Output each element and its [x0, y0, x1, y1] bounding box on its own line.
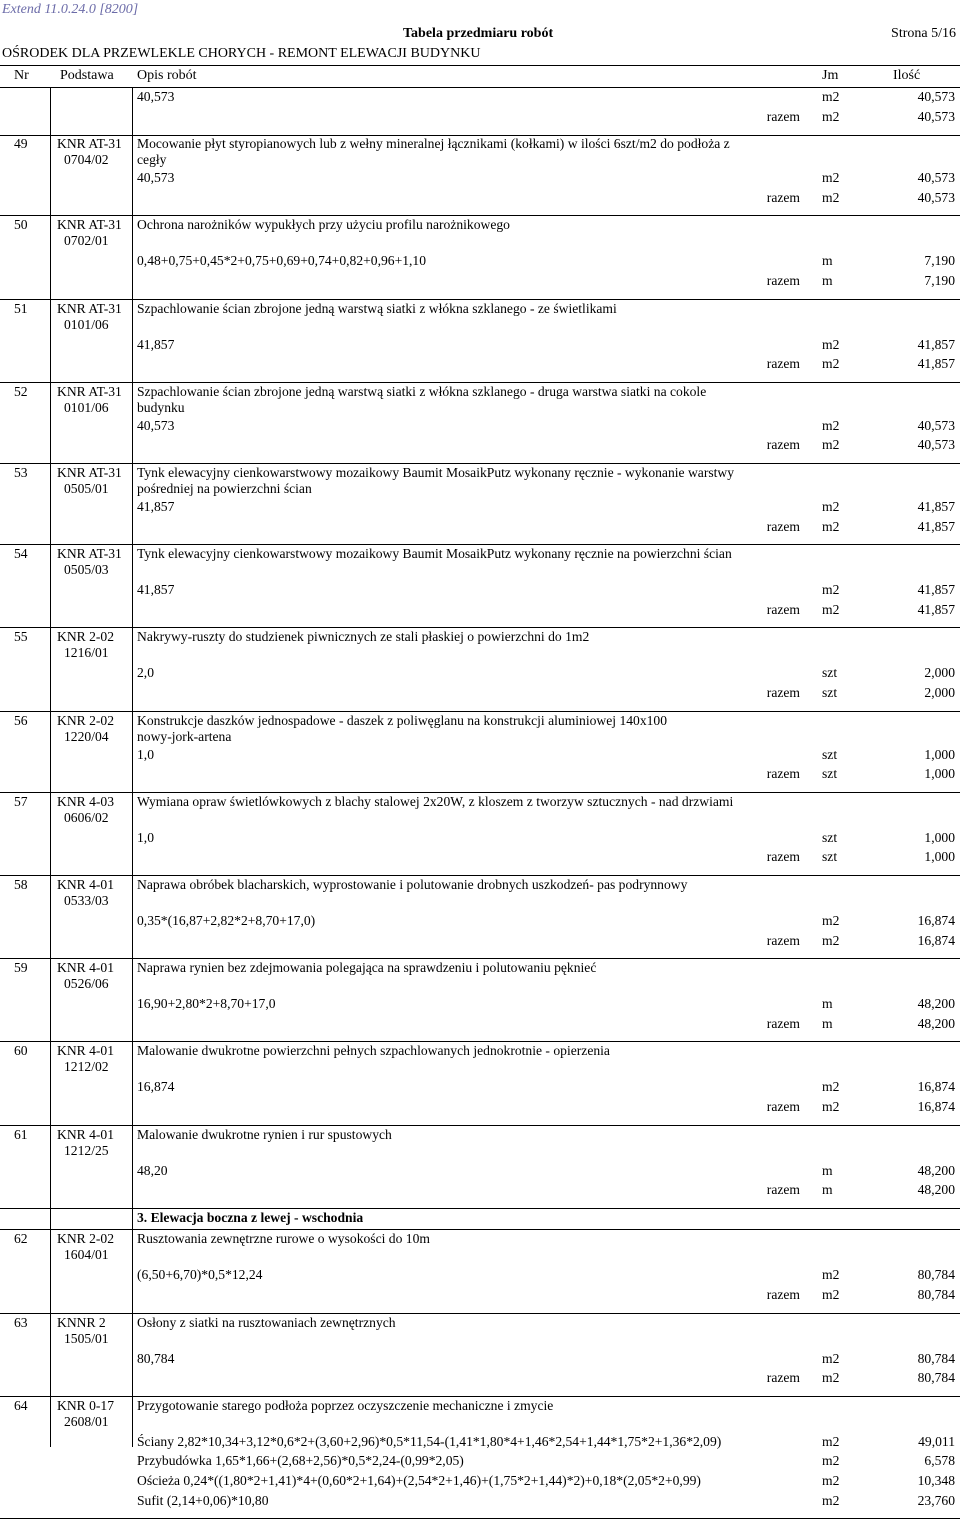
- razem-label: razem: [766, 1287, 800, 1302]
- quantity-value: 41,857: [917, 336, 955, 352]
- row-separator: [0, 463, 960, 464]
- header-opis: Opis robót: [137, 68, 197, 83]
- item-basis-code: 0505/01: [64, 481, 109, 496]
- item-description: Malowanie dwukrotne powierzchni pełnych szpachlowanych jednokrotnie - opierzenia: [137, 1043, 610, 1059]
- quantity-value: 1,000: [924, 829, 955, 845]
- item-number: 59: [14, 960, 28, 976]
- item-number: 51: [14, 300, 28, 316]
- razem-label: razem: [766, 189, 800, 205]
- item-number: 52: [14, 383, 28, 399]
- unit-jm: m: [822, 273, 833, 288]
- measure-text: 16,90+2,80*2+8,70+17,0: [137, 996, 276, 1012]
- item-basis: KNR 2-02: [57, 712, 115, 728]
- item-basis-code: 0533/03: [64, 893, 109, 908]
- unit-jm: m2: [822, 1453, 840, 1469]
- item-basis-code: 0702/01: [64, 233, 109, 249]
- measure-text: 0,35*(16,87+2,82*2+8,70+17,0): [137, 913, 316, 928]
- razem-label: razem: [766, 518, 800, 534]
- quantity-value: 16,874: [917, 1079, 955, 1095]
- header-jm: Jm: [822, 68, 839, 83]
- item-description: Tynk elewacyjny cienkowarstwowy mozaikowy Baumit MosaikPutz wykonany ręcznie na powierzchni ścian: [137, 546, 732, 562]
- row-separator: [0, 1125, 960, 1126]
- row-separator: [0, 299, 960, 300]
- unit-jm: m2: [822, 170, 840, 186]
- row-separator: [0, 1208, 960, 1209]
- quantity-value: 16,874: [917, 1099, 955, 1114]
- quantity-value: 40,573: [917, 417, 955, 433]
- quantity-value: 40,573: [917, 170, 955, 186]
- row-separator: [0, 1396, 960, 1397]
- measure-text: 41,857: [137, 336, 175, 352]
- quantity-value: 16,874: [917, 932, 955, 948]
- item-number: 62: [14, 1231, 28, 1247]
- quantity-value: 41,857: [917, 582, 955, 598]
- item-basis-code: 0606/02: [64, 809, 109, 825]
- item-number: 57: [14, 793, 28, 809]
- item-number: 49: [14, 136, 28, 152]
- item-basis: KNR 4-01: [57, 960, 115, 976]
- quantity-value: 80,784: [917, 1287, 955, 1302]
- unit-jm: m: [822, 1162, 833, 1178]
- measure-text: 80,784: [137, 1350, 175, 1366]
- quantity-value: 80,784: [917, 1350, 955, 1366]
- row-separator: [0, 627, 960, 628]
- item-basis: KNR AT-31: [57, 300, 122, 316]
- unit-jm: m2: [822, 108, 840, 124]
- unit-jm: m2: [822, 601, 840, 617]
- measure-text: 40,573: [137, 89, 175, 104]
- row-separator: [0, 958, 960, 959]
- measure-text: 40,573: [137, 417, 175, 433]
- item-basis-code: 1220/04: [64, 728, 109, 744]
- item-basis-code: 0101/06: [64, 316, 109, 332]
- item-number: 56: [14, 712, 28, 728]
- item-basis-code: 0526/06: [64, 976, 109, 992]
- row-separator: [0, 875, 960, 876]
- unit-jm: m: [822, 1182, 833, 1198]
- unit-jm: szt: [822, 746, 838, 762]
- razem-label: razem: [766, 273, 800, 288]
- unit-jm: m2: [822, 1492, 840, 1508]
- item-description: Szpachlowanie ścian zbrojone jedną warstwą siatki z włókna szklanego - druga warstwa siatki na cokole: [137, 383, 707, 399]
- header-ilosc: Ilość: [893, 68, 921, 83]
- section-heading: 3. Elewacja boczna z lewej - wschodnia: [137, 1209, 364, 1225]
- razem-label: razem: [766, 766, 800, 782]
- unit-jm: m2: [822, 518, 840, 534]
- column-rule: [50, 88, 51, 1447]
- item-description: budynku: [137, 399, 185, 415]
- unit-jm: szt: [822, 829, 838, 845]
- row-separator: [0, 1041, 960, 1042]
- row-separator: [0, 711, 960, 712]
- measure-text: 40,573: [137, 170, 175, 186]
- measure-text: 2,0: [137, 665, 154, 681]
- quantity-value: 41,857: [917, 601, 955, 617]
- item-basis: KNNR 2: [57, 1314, 106, 1330]
- measure-text: 16,874: [137, 1079, 175, 1095]
- page-title: Tabela przedmiaru robót: [403, 26, 554, 41]
- quantity-value: 2,000: [924, 685, 955, 700]
- item-description: Ochrona narożników wypukłych przy użyciu profilu narożnikowego: [137, 217, 510, 233]
- item-basis: KNR 4-03: [57, 793, 115, 809]
- item-basis: KNR AT-31: [57, 546, 122, 562]
- unit-jm: m2: [822, 1079, 840, 1095]
- quantity-value: 6,578: [924, 1453, 955, 1469]
- measure-text: 41,857: [137, 499, 175, 514]
- measure-text: Przybudówka 1,65*1,66+(2,68+2,56)*0,5*2,24-(0,99*2,05): [137, 1453, 464, 1469]
- measure-text: 1,0: [137, 746, 154, 762]
- razem-label: razem: [766, 1182, 800, 1198]
- item-basis-code: 0101/06: [64, 399, 109, 415]
- quantity-value: 48,200: [917, 1182, 955, 1198]
- quantity-value: 48,200: [917, 1015, 955, 1031]
- item-number: 61: [14, 1126, 28, 1142]
- item-description: pośredniej na powierzchni ścian: [137, 481, 312, 496]
- quantity-value: 48,200: [917, 1162, 955, 1178]
- unit-jm: m2: [822, 1287, 840, 1302]
- item-description: Przygotowanie starego podłoża poprzez oczyszczenie mechaniczne i zmycie: [137, 1397, 554, 1413]
- project-name: OŚRODEK DLA PRZEWLEKLE CHORYCH - REMONT ELEWACJI BUDYNKU: [2, 46, 481, 61]
- quantity-value: 1,000: [924, 746, 955, 762]
- unit-jm: m2: [822, 89, 840, 104]
- item-number: 63: [14, 1314, 28, 1330]
- item-basis: KNR 2-02: [57, 1231, 115, 1247]
- row-separator: [0, 382, 960, 383]
- page-number: Strona 5/16: [891, 26, 956, 41]
- item-description: nowy-jork-artena: [137, 728, 232, 744]
- item-basis: KNR 0-17: [57, 1397, 115, 1413]
- item-basis: KNR AT-31: [57, 383, 122, 399]
- quantity-value: 16,874: [917, 913, 955, 928]
- item-basis-code: 1216/01: [64, 645, 109, 661]
- unit-jm: m2: [822, 189, 840, 205]
- item-description: Tynk elewacyjny cienkowarstwowy mozaikowy Baumit MosaikPutz wykonany ręcznie - wykonanie warstwy: [137, 465, 735, 480]
- item-number: 60: [14, 1043, 28, 1059]
- header-nr: Nr: [14, 68, 29, 83]
- quantity-value: 41,857: [917, 499, 955, 514]
- unit-jm: m2: [822, 1350, 840, 1366]
- item-number: 55: [14, 629, 28, 645]
- quantity-value: 40,573: [917, 189, 955, 205]
- header-podstawa: Podstawa: [60, 68, 114, 83]
- item-description: Nakrywy-ruszty do studzienek piwnicznych ze stali płaskiej o powierzchni do 1m2: [137, 629, 590, 645]
- item-basis: KNR 4-01: [57, 877, 115, 892]
- item-description: Naprawa rynien bez zdejmowania polegająca na sprawdzeniu i polutowaniu pęknieć: [137, 960, 597, 976]
- razem-label: razem: [766, 1015, 800, 1031]
- unit-jm: szt: [822, 665, 838, 681]
- quantity-value: 40,573: [917, 437, 955, 453]
- quantity-value: 10,348: [917, 1473, 955, 1488]
- unit-jm: szt: [822, 685, 838, 700]
- unit-jm: m2: [822, 437, 840, 453]
- item-basis-code: 2608/01: [64, 1413, 109, 1429]
- quantity-value: 41,857: [917, 356, 955, 372]
- quantity-value: 40,573: [917, 89, 955, 104]
- unit-jm: m: [822, 253, 833, 269]
- razem-label: razem: [766, 601, 800, 617]
- item-basis: KNR 2-02: [57, 629, 115, 645]
- measure-text: Ościeża 0,24*((1,80*2+1,41)*4+(0,60*2+1,64)+(2,54*2+1,46)+(1,75*2+1,44)*2)+0,18*(2,05*2+0,99): [137, 1473, 701, 1488]
- quantity-value: 7,190: [924, 253, 955, 269]
- row-separator: [0, 1313, 960, 1314]
- item-number: 53: [14, 465, 28, 480]
- item-description: Rusztowania zewnętrzne rurowe o wysokości do 10m: [137, 1231, 430, 1247]
- item-basis: KNR AT-31: [57, 465, 122, 480]
- item-basis-code: 1604/01: [64, 1247, 109, 1263]
- quantity-value: 40,573: [917, 108, 955, 124]
- quantity-value: 23,760: [917, 1492, 955, 1508]
- item-description: cegły: [137, 152, 167, 168]
- item-basis-code: 1212/25: [64, 1142, 109, 1158]
- item-number: 54: [14, 546, 28, 562]
- item-basis-code: 0505/03: [64, 562, 109, 578]
- unit-jm: m2: [822, 932, 840, 948]
- row-separator: [0, 544, 960, 545]
- header-bottom-rule: [0, 87, 960, 88]
- razem-label: razem: [766, 932, 800, 948]
- measure-text: Ściany 2,82*10,34+3,12*0,6*2+(3,60+2,96)*0,5*11,54-(1,41*1,80*4+1,46*2,54+1,44*1,75*2+1,36*2,09): [137, 1433, 722, 1449]
- header-top-rule: [0, 65, 960, 66]
- unit-jm: m2: [822, 913, 840, 928]
- unit-jm: m2: [822, 1267, 840, 1283]
- quantity-value: 80,784: [917, 1267, 955, 1283]
- item-description: Szpachlowanie ścian zbrojone jedną warstwą siatki z włókna szklanego - ze świetlikami: [137, 300, 617, 316]
- quantity-value: 80,784: [917, 1370, 955, 1386]
- quantity-value: 48,200: [917, 996, 955, 1012]
- item-basis: KNR AT-31: [57, 217, 122, 233]
- razem-label: razem: [766, 1370, 800, 1386]
- item-basis: KNR AT-31: [57, 136, 122, 152]
- unit-jm: m2: [822, 1433, 840, 1449]
- unit-jm: m2: [822, 499, 840, 514]
- item-number: 64: [14, 1397, 28, 1413]
- unit-jm: m2: [822, 336, 840, 352]
- unit-jm: szt: [822, 766, 838, 782]
- measure-text: 41,857: [137, 582, 175, 598]
- unit-jm: m2: [822, 356, 840, 372]
- item-description: Malowanie dwukrotne rynien i rur spustowych: [137, 1126, 392, 1142]
- quantity-value: 41,857: [917, 518, 955, 534]
- item-description: Naprawa obróbek blacharskich, wyprostowanie i polutowanie drobnych uszkodzeń- pas podrynnowy: [137, 877, 688, 892]
- quantity-value: 7,190: [924, 273, 955, 288]
- measure-text: 1,0: [137, 829, 154, 845]
- item-basis-code: 1505/01: [64, 1330, 109, 1346]
- quantity-value: 2,000: [924, 665, 955, 681]
- measure-text: 48,20: [137, 1162, 168, 1178]
- app-version-label: Extend 11.0.24.0 [8200]: [2, 2, 139, 17]
- item-description: Osłony z siatki na rusztowaniach zewnętrznych: [137, 1314, 396, 1330]
- unit-jm: m2: [822, 417, 840, 433]
- measure-text: Sufit (2,14+0,06)*10,80: [137, 1492, 269, 1508]
- item-description: Konstrukcje daszków jednospadowe - daszek z poliwęglanu na konstrukcji aluminiowej 140x100: [137, 712, 668, 728]
- item-number: 50: [14, 217, 28, 233]
- measure-text: 0,48+0,75+0,45*2+0,75+0,69+0,74+0,82+0,96+1,10: [137, 253, 427, 269]
- quantity-value: 1,000: [924, 849, 955, 865]
- razem-label: razem: [766, 849, 800, 865]
- unit-jm: m2: [822, 1473, 840, 1488]
- item-basis: KNR 4-01: [57, 1043, 115, 1059]
- row-separator: [0, 792, 960, 793]
- razem-label: razem: [766, 685, 800, 700]
- razem-label: razem: [766, 1099, 800, 1114]
- measure-text: (6,50+6,70)*0,5*12,24: [137, 1267, 263, 1283]
- unit-jm: m: [822, 996, 833, 1012]
- row-separator: [0, 1229, 960, 1230]
- unit-jm: m2: [822, 582, 840, 598]
- razem-label: razem: [766, 437, 800, 453]
- unit-jm: szt: [822, 849, 838, 865]
- row-separator: [0, 215, 960, 216]
- unit-jm: m2: [822, 1099, 840, 1114]
- quantity-value: 49,011: [918, 1433, 955, 1449]
- item-description: Wymiana opraw świetlówkowych z blachy stalowej 2x20W, z kloszem z tworzyw sztucznych - nad drzwiami: [137, 793, 734, 809]
- unit-jm: m2: [822, 1370, 840, 1386]
- column-rule: [132, 88, 133, 1447]
- item-basis-code: 1212/02: [64, 1059, 109, 1075]
- item-description: Mocowanie płyt styropianowych lub z wełny mineralnej łącznikami (kołkami) w ilości 6szt/m2 do podłoża z: [137, 136, 730, 152]
- quantity-value: 1,000: [924, 766, 955, 782]
- razem-label: razem: [766, 108, 800, 124]
- razem-label: razem: [766, 356, 800, 372]
- item-basis: KNR 4-01: [57, 1126, 115, 1142]
- item-basis-code: 0704/02: [64, 152, 109, 168]
- unit-jm: m: [822, 1015, 833, 1031]
- item-number: 58: [14, 877, 28, 892]
